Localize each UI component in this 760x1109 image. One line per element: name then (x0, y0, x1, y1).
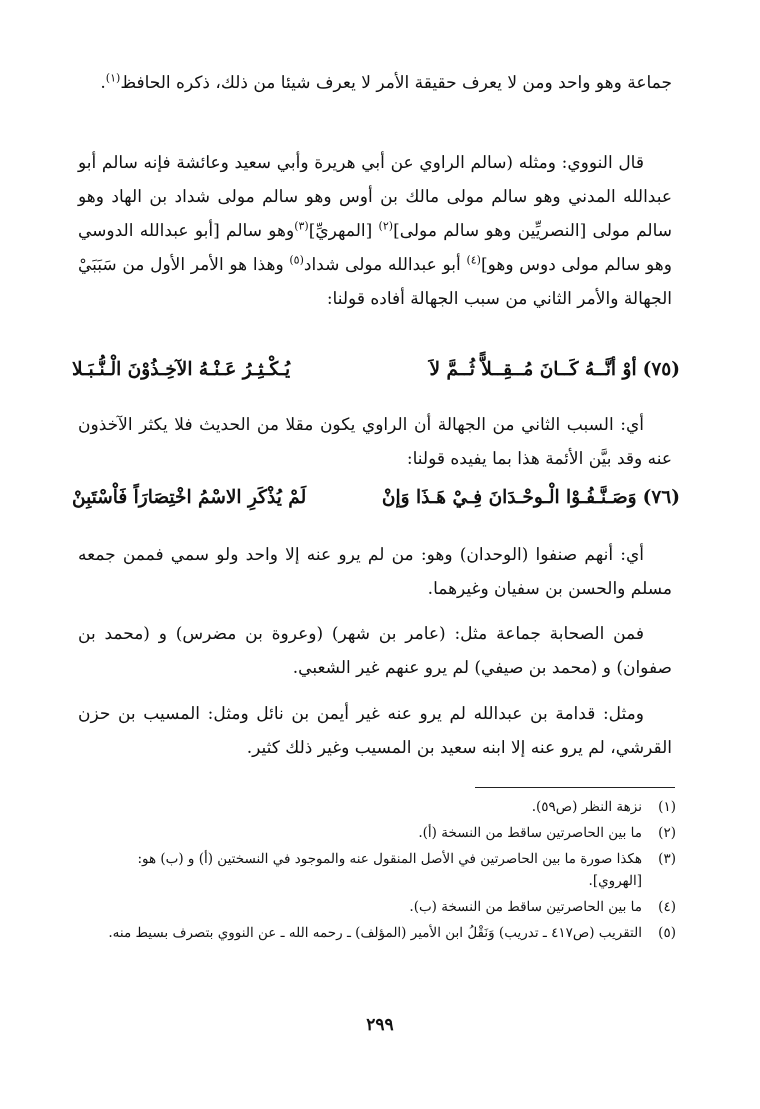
sahaba-paragraph (78, 617, 672, 685)
verse-hemistich-2: لَمْ يُذْكَرِ الاسْمُ اخْتِصَارَاً فَاْسْتَبِنْ (72, 487, 307, 508)
footnote-number: (٥) (658, 925, 676, 941)
footnote-divider (475, 787, 675, 788)
footnote (88, 822, 676, 844)
commentary-text-1: أي: السبب الثاني من الجهالة أن الراوي يكون مقلا من الحديث فلا يكثر الآخذون عنه وقد بيَّن الأئمة هذا بما يفيده قولنا: (78, 415, 672, 469)
verse-hemistich-1: وَصَـنَّـفُـوْا الْـوحْـدَانَ فِـيْ هَـذَا وَإنْ (381, 487, 637, 508)
sahaba-text: فمن الصحابة جماعة مثل: (عامر بن شهر) (وعروة بن مضرس) و (محمد بن صفوان) و (محمد بن صيفي) لم يرو عنهم غير الشعبي. (78, 624, 672, 678)
commentary-paragraph-1 (78, 408, 672, 476)
nawawi-paragraph (78, 146, 672, 316)
footnote-number: (٤) (658, 899, 676, 915)
footnote (88, 896, 676, 918)
footnote-number: (٣) (658, 851, 676, 867)
footnote-number: (٢) (658, 825, 676, 841)
footnote (88, 922, 676, 944)
verse-hemistich-1: أوْ أنَّــهُ كَــانَ مُــقِــلاًّ ثُــمَّ لاَ (429, 359, 637, 380)
footnote-number: (١) (658, 799, 676, 815)
footnote-ref-1: (١) (105, 71, 121, 85)
footnote-ref-4: (٤) (466, 253, 481, 267)
footnote-text: هكذا صورة ما بين الحاصرتين في الأصل المنقول عنه والموجود في النسختين (أ) و (ب) هو: [الهروي]. (137, 851, 642, 889)
verse-75 (72, 350, 680, 390)
footnote-ref-3: (٣) (294, 219, 309, 233)
commentary-paragraph-2 (78, 538, 672, 606)
footnote-text: نزهة النظر (ص٥٩). (531, 799, 642, 815)
examples-text: ومثل: قدامة بن عبدالله لم يرو عنه غير أيمن بن نائل ومثل: المسيب بن حزن القرشي، لم يرو عنه إلا ابنه سعيد بن المسيب وغير ذلك كثير. (78, 704, 672, 758)
nawawi-text-2: [المهريِّ] (308, 221, 373, 241)
verse-hemistich-2: يُـكْـثِـرُ عَـنْـهُ الآخِـذُوْنَ الْـنُّـبَـلا (72, 359, 291, 380)
footnote-text: ما بين الحاصرتين ساقط من النسخة (أ). (418, 825, 642, 841)
footnote-text: التقريب (ص٤١٧ ـ تدريب) وَنَقْلُ ابن الأمير (المؤلف) ـ رحمه الله ـ عن النووي بتصرف بسيط منه. (108, 925, 642, 941)
commentary-text-2: أي: أنهم صنفوا (الوحدان) وهو: من لم يرو عنه إلا واحد ولو سمي فممن جمعه مسلم والحسن بن سفيان وغيرهما. (78, 545, 672, 599)
verse-number: (٧٦) (642, 487, 680, 508)
footnotes (88, 796, 676, 948)
nawawi-text-4: أبو عبدالله مولى شداد (303, 255, 461, 275)
examples-paragraph (78, 697, 672, 765)
footnote-ref-5: (٥) (289, 253, 304, 267)
footnote-text: ما بين الحاصرتين ساقط من النسخة (ب). (409, 899, 642, 915)
intro-paragraph: جماعة وهو واحد ومن لا يعرف حقيقة الأمر لا يعرف شيئا من ذلك، ذكره الحافظ$^{(١)}$. (100, 71, 672, 93)
footnote (88, 848, 676, 892)
verse-76 (72, 478, 680, 518)
footnote (88, 796, 676, 818)
page-number: ٢٩٩ (366, 1015, 394, 1035)
verse-number: (٧٥) (642, 359, 680, 380)
intro-text: جماعة وهو واحد ومن لا يعرف حقيقة الأمر لا يعرف شيئا من ذلك، ذكره الحافظ (120, 73, 672, 93)
nawawi-text-1: قال النووي: ومثله (سالم الراوي عن أبي هريرة وأبي سعيد وعائشة فإنه سالم أبو عبدالله المدني وهو سالم مولى مالك بن أوس وهو سالم مولى شداد بن الهاد وهو سالم مولى [النصريِّين وهو سالم مولى] (78, 153, 672, 241)
nawawi-text-3: وهو سالم [أبو عبدالله الدوسي وهو سالم مولى دوس وهو] (78, 221, 672, 275)
nawawi-text-5: وهذا هو الأمر الأول من سَبَبَيْ الجهالة والأمر الثاني من سبب الجهالة أفاده قولنا: (78, 255, 672, 309)
footnote-ref-2: (٢) (378, 219, 394, 233)
